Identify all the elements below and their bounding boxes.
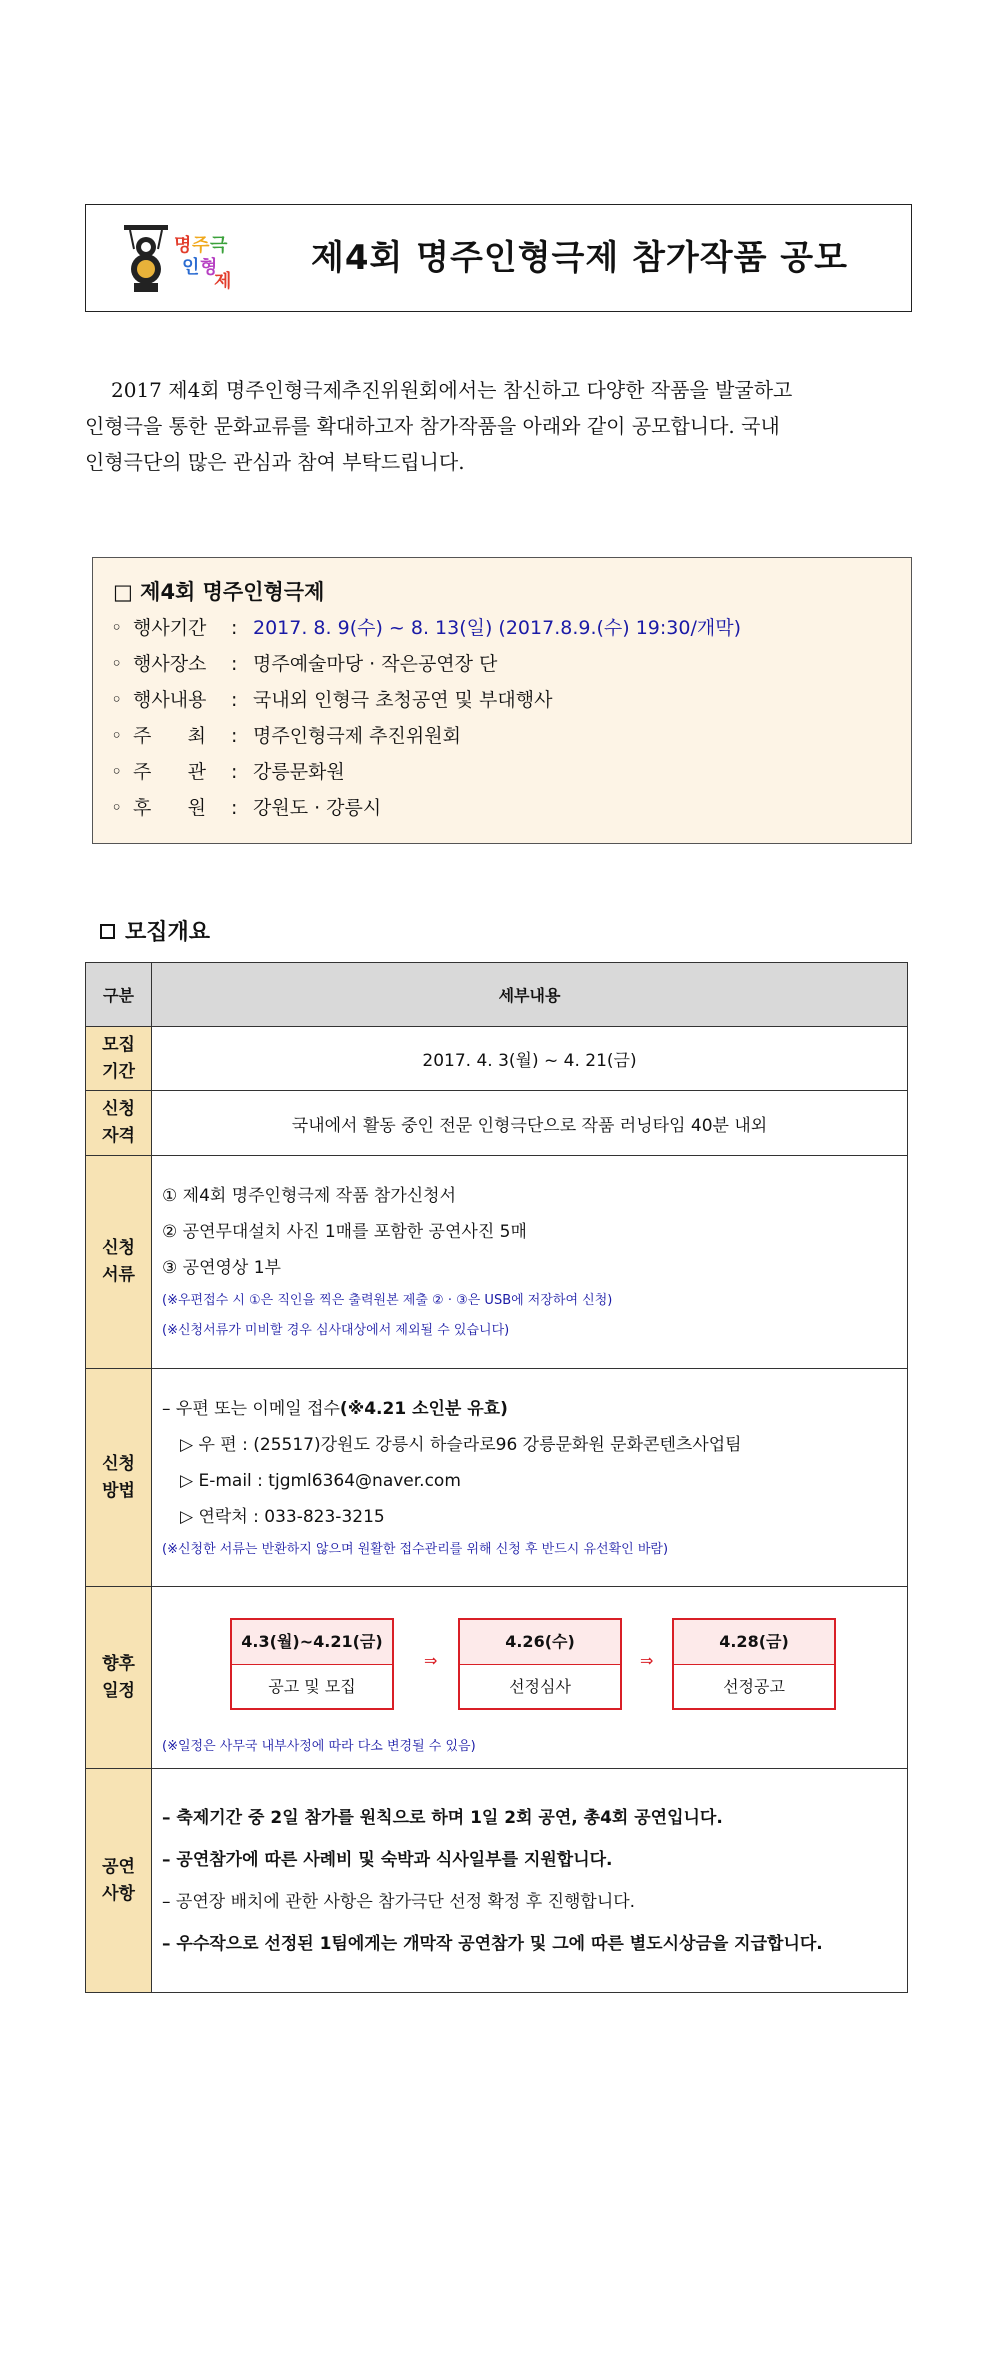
document-note: (※우편접수 시 ①은 직인을 찍은 출력원본 제출 ② · ③은 USB에 저장하여 신청) — [162, 1293, 613, 1308]
bullet-icon: ◦ — [111, 761, 123, 783]
document-item: ② 공연무대설치 사진 1매를 포함한 공연사진 5매 — [162, 1222, 527, 1242]
checkbox-square-icon — [100, 924, 115, 939]
bullet-icon: ◦ — [111, 797, 123, 819]
info-row-host — [111, 721, 461, 751]
performance-item: – 공연장 배치에 관한 사항은 참가극단 선정 확정 후 진행합니다. — [162, 1891, 636, 1912]
schedule-label: 선정공고 — [723, 1676, 785, 1696]
performance-item: – 축제기간 중 2일 참가를 원칙으로 하며 1일 2회 공연, 총4회 공연입니다. — [162, 1807, 723, 1828]
section-title-text: 모집개요 — [125, 920, 211, 945]
table-header-value: 세부내용 — [152, 963, 908, 1027]
info-sep: : — [231, 617, 238, 639]
row-key — [86, 1027, 152, 1091]
schedule-step — [230, 1618, 394, 1710]
row-key-text: 신청 서류 — [102, 1238, 135, 1285]
svg-text:인: 인 — [182, 257, 200, 278]
recruitment-table — [85, 962, 908, 1993]
intro-line: 인형극을 통한 문화교류를 확대하고자 참가작품을 아래와 같이 공모합니다. 국내 — [85, 414, 780, 438]
schedule-date: 4.26(수) — [460, 1620, 620, 1665]
row-key-text: 신청 방법 — [102, 1453, 135, 1501]
table-row — [86, 1369, 908, 1587]
row-key-text: 모집 기간 — [102, 1034, 135, 1082]
info-sep: : — [231, 725, 238, 747]
schedule-date: 4.28(금) — [674, 1620, 834, 1665]
page-title: 제4회 명주인형극제 참가작품 공모 — [311, 238, 848, 278]
arrow-right-icon: ⇒ — [640, 1650, 654, 1670]
bullet-icon: ◦ — [111, 653, 123, 675]
document-item: ③ 공연영상 1부 — [162, 1258, 281, 1278]
performance-item: – 우수작으로 선정된 1팀에게는 개막작 공연참가 및 그에 따른 별도시상금을 지급합니다. — [162, 1933, 823, 1954]
svg-text:명: 명 — [174, 235, 192, 256]
intro-paragraph — [85, 372, 912, 480]
svg-text:형: 형 — [200, 257, 218, 278]
festival-logo — [116, 221, 276, 297]
document-note: (※신청서류가 미비할 경우 심사대상에서 제외될 수 있습니다) — [162, 1323, 510, 1338]
info-sep: : — [231, 689, 238, 711]
row-value — [152, 1587, 908, 1769]
info-label: 행사장소 — [133, 653, 207, 675]
info-sep: : — [231, 797, 238, 819]
table-header-row — [86, 963, 908, 1027]
arrow-right-icon: ⇒ — [424, 1650, 438, 1670]
row-key — [86, 1369, 152, 1587]
info-value: 명주예술마당 · 작은공연장 단 — [253, 653, 498, 675]
row-key — [86, 1769, 152, 1993]
method-note: (※신청한 서류는 반환하지 않으며 원활한 접수관리를 위해 신청 후 반드시 유선확인 바람) — [162, 1541, 669, 1557]
method-email[interactable]: ▷ E-mail : tjgml6364@naver.com — [180, 1470, 461, 1491]
info-value: 국내외 인형극 초청공연 및 부대행사 — [253, 689, 553, 711]
info-label: 후 원 — [133, 797, 206, 819]
info-value: 강릉문화원 — [253, 761, 345, 783]
info-row-venue — [111, 649, 497, 679]
table-header-key: 구분 — [86, 963, 152, 1027]
row-key-text: 향후 일정 — [102, 1653, 135, 1701]
info-label: 행사내용 — [133, 689, 207, 711]
svg-text:극: 극 — [210, 235, 228, 256]
row-key-text: 공연 사항 — [102, 1856, 135, 1904]
method-phone: ▷ 연락처 : 033-823-3215 — [180, 1506, 385, 1527]
schedule-step — [458, 1618, 622, 1710]
table-row — [86, 1027, 908, 1091]
schedule-label: 선정심사 — [509, 1676, 571, 1696]
bullet-icon: ◦ — [111, 725, 123, 747]
method-post: ▷ 우 편 : (25517)강원도 강릉시 하슬라로96 강릉문화원 문화콘텐츠사업팀 — [180, 1434, 742, 1455]
info-value: 2017. 8. 9(수) ~ 8. 13(일) (2017.8.9.(수) 19:30/개막) — [253, 617, 741, 639]
document-item: ① 제4회 명주인형극제 작품 참가신청서 — [162, 1186, 457, 1206]
schedule-date: 4.3(월)~4.21(금) — [232, 1620, 392, 1665]
method-text: – 우편 또는 이메일 접수 — [162, 1398, 340, 1419]
row-value — [152, 1369, 908, 1587]
method-line — [162, 1391, 897, 1427]
row-key — [86, 1091, 152, 1156]
info-label: 행사기간 — [133, 617, 207, 639]
info-value: 강원도 · 강릉시 — [253, 797, 382, 819]
info-sep: : — [231, 761, 238, 783]
info-row-organizer — [111, 757, 345, 787]
row-value — [152, 1156, 908, 1369]
row-key-text: 신청 자격 — [102, 1099, 135, 1146]
method-emphasis: (※4.21 소인분 유효) — [339, 1398, 508, 1419]
info-label: 주 관 — [133, 761, 206, 783]
info-row-period — [111, 613, 741, 643]
performance-item: – 공연참가에 따른 사례비 및 숙박과 식사일부를 지원합니다. — [162, 1849, 613, 1870]
table-row — [86, 1156, 908, 1369]
intro-line: 인형극단의 많은 관심과 참여 부탁드립니다. — [85, 450, 465, 474]
festival-info-box — [92, 557, 912, 844]
schedule-note: (※일정은 사무국 내부사정에 따라 다소 변경될 수 있음) — [162, 1738, 476, 1754]
table-row — [86, 1091, 908, 1156]
info-label: 주 최 — [133, 725, 206, 747]
schedule-label: 공고 및 모집 — [268, 1676, 356, 1696]
svg-text:주: 주 — [192, 235, 210, 256]
bullet-icon: ◦ — [111, 689, 123, 711]
table-row — [86, 1769, 908, 1993]
row-key — [86, 1587, 152, 1769]
intro-line: 2017 제4회 명주인형극제추진위원회에서는 참신하고 다양한 작품을 발굴하고 — [111, 378, 793, 402]
table-row — [86, 1587, 908, 1769]
info-row-content — [111, 685, 552, 715]
row-value: 2017. 4. 3(월) ~ 4. 21(금) — [152, 1027, 908, 1091]
svg-text:제: 제 — [214, 271, 232, 292]
section-title — [100, 915, 210, 946]
title-box — [85, 204, 912, 312]
row-key — [86, 1156, 152, 1369]
row-value — [152, 1769, 908, 1993]
schedule-step — [672, 1618, 836, 1710]
schedule-flow — [162, 1594, 897, 1732]
info-sep: : — [231, 653, 238, 675]
row-value: 국내에서 활동 중인 전문 인형극단으로 작품 러닝타임 40분 내외 — [152, 1091, 908, 1156]
info-title: □ 제4회 명주인형극제 — [113, 580, 325, 604]
info-value: 명주인형극제 추진위원회 — [253, 725, 461, 747]
bullet-icon: ◦ — [111, 617, 123, 639]
info-row-sponsor — [111, 793, 381, 823]
